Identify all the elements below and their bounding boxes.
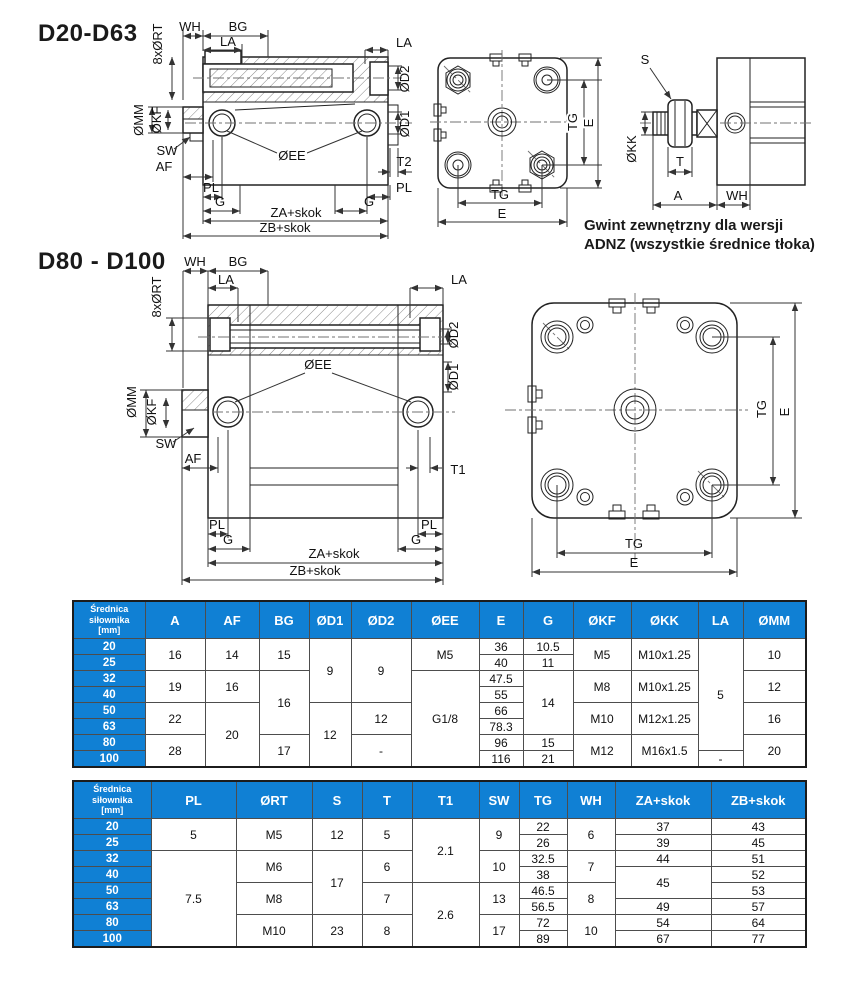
row-label: 80 [73, 735, 145, 751]
diameter-column-header: Średnica siłownika [mm] [73, 601, 145, 639]
column-header: ZB+skok [711, 781, 806, 819]
dim-label-wh: WH [179, 19, 201, 34]
table-cell: 12 [743, 671, 806, 703]
dim-label-e-d80-vert: E [777, 407, 792, 417]
row-label: 25 [73, 655, 145, 671]
table-cell: 16 [205, 671, 259, 703]
row-label: 63 [73, 899, 151, 915]
dim-label-bg-d80: BG [228, 254, 248, 269]
table-cell: M12 [573, 735, 631, 768]
dim-label-g-d80-left: G [222, 532, 234, 547]
thread-detail-view [624, 52, 812, 210]
table-cell: 19 [145, 671, 205, 703]
table-cell: 40 [479, 655, 523, 671]
table-cell: 45 [615, 867, 711, 899]
table-cell: 21 [523, 751, 573, 768]
row-label: 100 [73, 751, 145, 768]
dim-label-tg-d80-horiz: TG [624, 536, 644, 551]
table-cell: 17 [259, 735, 309, 768]
d20-side-view [131, 19, 412, 239]
table-cell: 116 [479, 751, 523, 768]
column-header: ØEE [411, 601, 479, 639]
column-header: E [479, 601, 523, 639]
dim-label-d2-d80: ØD2 [446, 321, 461, 349]
thread-version-note-line2: ADNZ (wszystkie średnice tłoka) [584, 236, 815, 253]
table-cell: 23 [312, 915, 362, 948]
table-cell: 32.5 [519, 851, 567, 867]
dim-label-d2: ØD2 [397, 65, 412, 93]
table-cell: 52 [711, 867, 806, 883]
dim-label-wh-detail: WH [726, 188, 748, 203]
dim-label-sw-d80: SW [155, 436, 177, 451]
dim-label-kk: ØKK [624, 135, 639, 163]
row-label: 63 [73, 719, 145, 735]
table-cell: 15 [259, 639, 309, 671]
table-cell: 20 [743, 735, 806, 768]
dim-label-e-d80-horiz: E [629, 555, 639, 570]
table-cell: 11 [523, 655, 573, 671]
table-cell: 5 [362, 819, 412, 851]
dim-label-pl-left: PL [203, 180, 219, 195]
table-cell: 22 [145, 703, 205, 735]
dim-label-af-d80: AF [184, 451, 202, 466]
row-label: 20 [73, 819, 151, 835]
table-cell: 6 [362, 851, 412, 883]
dim-label-tg-horiz: TG [490, 187, 510, 202]
table-cell: 67 [615, 931, 711, 948]
column-header: ØKK [631, 601, 698, 639]
dim-label-zb-d80: ZB+skok [289, 563, 341, 578]
table-cell: 17 [479, 915, 519, 948]
column-header: TG [519, 781, 567, 819]
thread-version-note-line1: Gwint zewnętrzny dla wersji [584, 217, 784, 234]
dim-label-kf: ØKF [149, 106, 164, 134]
table-cell: 9 [309, 639, 351, 703]
table-cell: 2.1 [412, 819, 479, 883]
row-label: 32 [73, 671, 145, 687]
column-header: T [362, 781, 412, 819]
dim-label-ee-d80: ØEE [304, 357, 332, 372]
table-cell: 7 [362, 883, 412, 915]
row-label: 80 [73, 915, 151, 931]
column-header: S [312, 781, 362, 819]
dim-label-8xort-d80: 8xØRT [149, 276, 164, 318]
table-cell: 8 [567, 883, 615, 915]
dim-label-s: S [640, 52, 650, 67]
dim-label-pl-d80-right: PL [421, 517, 437, 532]
table-cell: 36 [479, 639, 523, 655]
table-cell: 46.5 [519, 883, 567, 899]
table-cell: 14 [523, 671, 573, 735]
table-cell: 16 [259, 671, 309, 735]
row-label: 50 [73, 883, 151, 899]
table-cell: M6 [236, 851, 312, 883]
table-cell: 38 [519, 867, 567, 883]
table-cell: M8 [236, 883, 312, 915]
dim-label-mm: ØMM [131, 104, 146, 136]
column-header: ØRT [236, 781, 312, 819]
table-cell: 56.5 [519, 899, 567, 915]
table-cell: 16 [145, 639, 205, 671]
table-cell: 44 [615, 851, 711, 867]
table-cell: 12 [351, 703, 411, 735]
row-label: 25 [73, 835, 151, 851]
table-cell: 77 [711, 931, 806, 948]
table-row [73, 671, 806, 687]
table-cell: 55 [479, 687, 523, 703]
dim-label-za-d80: ZA+skok [308, 546, 360, 561]
table-cell: 26 [519, 835, 567, 851]
table-cell: 66 [479, 703, 523, 719]
dim-label-g-left: G [214, 194, 226, 209]
row-label: 50 [73, 703, 145, 719]
dim-label-sw: SW [156, 143, 178, 158]
dim-label-wh-d80: WH [184, 254, 206, 269]
dim-label-d1-d80: ØD1 [446, 363, 461, 391]
row-label: 32 [73, 851, 151, 867]
table-cell: 16 [743, 703, 806, 735]
column-header: LA [698, 601, 743, 639]
column-header: PL [151, 781, 236, 819]
table-cell: 5 [151, 819, 236, 851]
dim-label-e-horiz: E [497, 206, 507, 221]
dim-label-la: LA [220, 34, 236, 49]
dimensions-table-2 [72, 780, 807, 948]
dim-label-af: AF [155, 159, 173, 174]
table-cell: M10 [236, 915, 312, 948]
table-cell: 14 [205, 639, 259, 671]
dim-label-t: T [676, 154, 684, 169]
table-cell: 17 [312, 851, 362, 915]
table-cell: 96 [479, 735, 523, 751]
dim-label-e-vert: E [581, 118, 596, 128]
table-cell: 57 [711, 899, 806, 915]
table-row [73, 639, 806, 655]
table-cell: 9 [479, 819, 519, 851]
dimensions-table-1 [72, 600, 807, 768]
table-cell: 28 [145, 735, 205, 768]
dim-label-ee: ØEE [278, 148, 306, 163]
table-cell: 39 [615, 835, 711, 851]
dim-label-la-d80-left: LA [218, 272, 234, 287]
table-cell: M12x1.25 [631, 703, 698, 735]
dim-label-pl-d80-left: PL [209, 517, 225, 532]
diameter-column-header: Średnica siłownika [mm] [73, 781, 151, 819]
section-title-d80-d100: D80 - D100 [38, 248, 166, 275]
column-header: ØD1 [309, 601, 351, 639]
table-row [73, 819, 806, 835]
d80-front-view [505, 293, 802, 577]
table-cell: 5 [698, 639, 743, 751]
table-cell: 7.5 [151, 851, 236, 948]
table-cell: 78.3 [479, 719, 523, 735]
table-cell: 64 [711, 915, 806, 931]
dim-label-t2: T2 [396, 154, 412, 169]
row-label: 40 [73, 867, 151, 883]
table-cell: 15 [523, 735, 573, 751]
table-cell: 37 [615, 819, 711, 835]
table-cell: 47.5 [479, 671, 523, 687]
table-cell: 10 [479, 851, 519, 883]
table-cell: 10 [567, 915, 615, 948]
table-cell: M5 [236, 819, 312, 851]
column-header: WH [567, 781, 615, 819]
table-cell: M10 [573, 703, 631, 735]
table-cell: M5 [573, 639, 631, 671]
dim-label-la-right: LA [396, 35, 412, 50]
table-cell: - [698, 751, 743, 768]
table-cell: - [351, 735, 411, 768]
table-cell: G1/8 [411, 671, 479, 768]
dim-label-a: A [673, 188, 683, 203]
thread-version-note [584, 216, 849, 254]
table-cell: M5 [411, 639, 479, 671]
row-label: 100 [73, 931, 151, 948]
column-header: AF [205, 601, 259, 639]
table-cell: 51 [711, 851, 806, 867]
table-cell: 53 [711, 883, 806, 899]
column-header: SW [479, 781, 519, 819]
column-header: ZA+skok [615, 781, 711, 819]
table-cell: 20 [205, 703, 259, 768]
dim-label-t1-d80: T1 [450, 462, 466, 477]
dim-label-g-d80-right: G [410, 532, 422, 547]
table-cell: 54 [615, 915, 711, 931]
table-cell: 49 [615, 899, 711, 915]
table-cell: 89 [519, 931, 567, 948]
row-label: 40 [73, 687, 145, 703]
dim-label-kf-d80: ØKF [144, 398, 159, 426]
column-header: ØMM [743, 601, 806, 639]
table-cell: M10x1.25 [631, 639, 698, 671]
table-cell: 10.5 [523, 639, 573, 655]
table-cell: 7 [567, 851, 615, 883]
dim-label-8xort: 8xØRT [150, 23, 165, 65]
column-header: BG [259, 601, 309, 639]
dim-label-bg: BG [228, 19, 248, 34]
d80-side-view [124, 254, 467, 585]
table-cell: 2.6 [412, 883, 479, 948]
table-cell: M16x1.5 [631, 735, 698, 768]
d20-front-view [430, 50, 602, 227]
dim-label-tg-d80-vert: TG [754, 399, 769, 419]
dim-label-mm-d80: ØMM [124, 386, 139, 418]
table-cell: 45 [711, 835, 806, 851]
table-cell: 12 [312, 819, 362, 851]
dim-label-za: ZA+skok [270, 205, 322, 220]
section-title-d20-d63: D20-D63 [38, 20, 138, 47]
dim-label-la-d80-right: LA [451, 272, 467, 287]
dim-label-pl-right: PL [396, 180, 412, 195]
table-cell: 12 [309, 703, 351, 768]
table-cell: 13 [479, 883, 519, 915]
column-header: ØD2 [351, 601, 411, 639]
table-cell: M10x1.25 [631, 671, 698, 703]
table-cell: M8 [573, 671, 631, 703]
column-header: A [145, 601, 205, 639]
table-cell: 9 [351, 639, 411, 703]
table-cell: 10 [743, 639, 806, 671]
table-cell: 72 [519, 915, 567, 931]
dim-label-g-right: G [363, 194, 375, 209]
dim-label-zb: ZB+skok [259, 220, 311, 235]
table-cell: 22 [519, 819, 567, 835]
dim-label-tg-vert: TG [565, 112, 580, 132]
table-cell: 8 [362, 915, 412, 948]
table-cell: 43 [711, 819, 806, 835]
column-header: ØKF [573, 601, 631, 639]
table-cell: 6 [567, 819, 615, 851]
dim-label-d1: ØD1 [397, 110, 412, 138]
column-header: T1 [412, 781, 479, 819]
column-header: G [523, 601, 573, 639]
row-label: 20 [73, 639, 145, 655]
